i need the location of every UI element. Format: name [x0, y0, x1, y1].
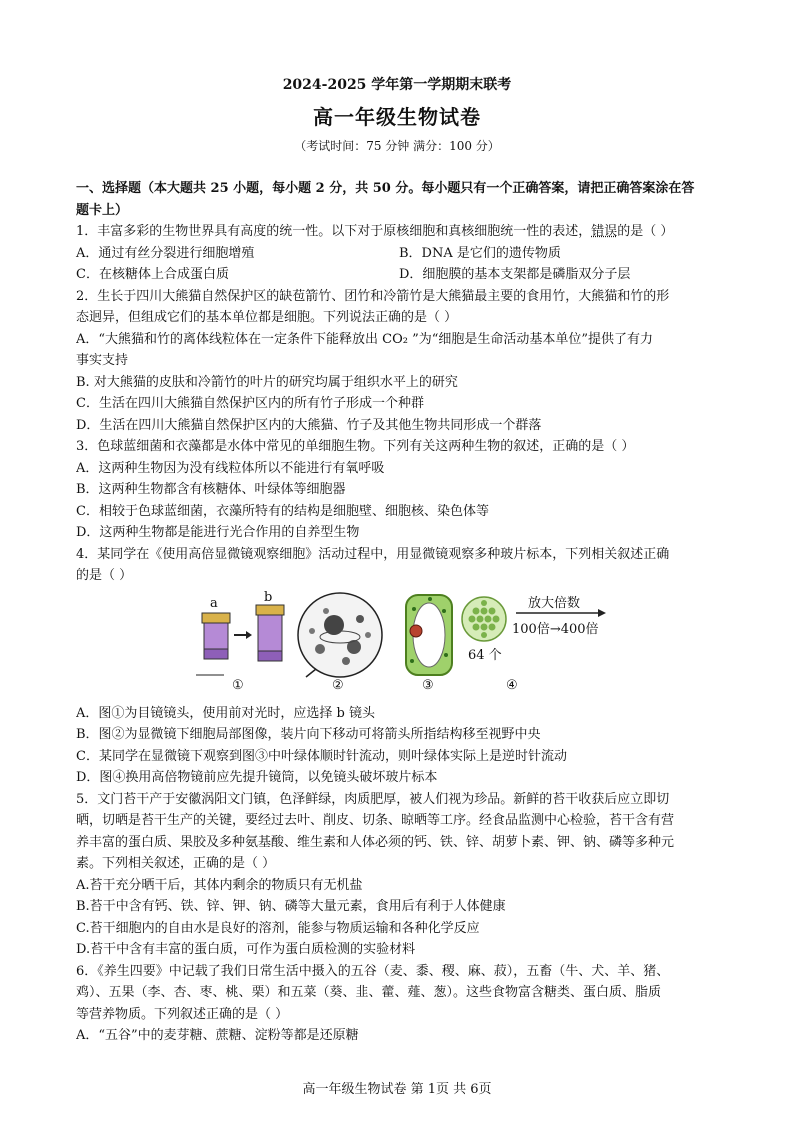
q4-option-d: D．图④换用高倍物镜前应先提升镜筒，以免镜头破坏玻片标本 [76, 770, 438, 785]
question-4-stem-2: 的是（ ） [76, 568, 133, 583]
q1-option-b: B．DNA 是它们的遗传物质 [399, 245, 561, 261]
question-6-stem-3: 等营养物质。下列叙述正确的是（ ） [76, 1006, 289, 1022]
q2-option-a-2: 事实支持 [76, 353, 129, 368]
q3-option-a: A．这两种生物因为没有线粒体所以不能进行有氧呼吸 [76, 460, 385, 476]
pointer-arrow-icon [306, 669, 316, 677]
plant-cell [406, 595, 452, 675]
eyepiece-lens-b [256, 605, 284, 661]
figure-3-number: ③ [422, 677, 434, 693]
exam-content [76, 178, 722, 1047]
q4-option-a: A．图①为目镜镜头，使用前对光时，应选择 b 镜头 [76, 705, 375, 721]
q5-option-a: A.苔干充分晒干后，其体内剩余的物质只有无机盐 [76, 877, 363, 893]
section-heading-cont: 题卡上） [76, 202, 129, 218]
question-4-stem-1: 4．某同学在《使用高倍显微镜观察细胞》活动过程中，用显微镜观察多种玻片标本，下列相关叙述正确 [76, 546, 670, 562]
q4-option-b: B．图②为显微镜下细胞局部图像，装片向下移动可将箭头所指结构移至视野中央 [76, 727, 541, 742]
q2-option-d: D．生活在四川大熊猫自然保护区内的大熊猫、竹子及其他生物共同形成一个群落 [76, 417, 542, 433]
question-5-stem-1: 5．文门苔干产于安徽涡阳文门镇，色泽鲜绿，肉质肥厚，被人们视为珍品。新鲜的苔干收获后应立即切 [76, 791, 670, 807]
q1-stem-part: 1．丰富多彩的生物世界具有高度的统一性。以下对于原核细胞和真核细胞统一性的表述， [76, 224, 592, 239]
q2-option-c: C．生活在四川大熊猫自然保护区内的所有竹子形成一个种群 [76, 396, 424, 411]
question-5-stem-4: 素。下列相关叙述，正确的是（ ） [76, 856, 276, 871]
exam-header [0, 74, 794, 156]
section-heading: 一、选择题（本大题共 25 小题，每小题 2 分，共 50 分。每小题只有一个正确答案，请把正确答案涂在答 [76, 181, 695, 196]
q6-option-a: A．“五谷”中的麦芽糖、蔗糖、淀粉等都是还原糖 [76, 1028, 359, 1043]
cell-field [462, 597, 506, 641]
arrow-head-icon [246, 631, 252, 639]
q5-option-d: D.苔干中含有丰富的蛋白质，可作为蛋白质检测的实验材料 [76, 942, 416, 957]
question-5-stem-2: 晒，切晒是苔干生产的关键，要经过去叶、削皮、切条、晾晒等工序。经食品监测中心检验，苔干含有营 [76, 813, 675, 828]
magnification-range: 100倍→400倍 [512, 621, 599, 637]
q2-option-a-1: A．“大熊猫和竹的离体线粒体在一定条件下能释放出 CO₂ ”为“细胞是生命活动基本单位”提供了有力 [76, 331, 654, 347]
cell-count-label: 64 个 [468, 647, 502, 663]
q1-stem-end: 的是（ ） [617, 224, 674, 239]
q1-option-c: C．在核糖体上合成蛋白质 [76, 267, 229, 282]
q1-emphasis: 错误 [591, 224, 618, 239]
question-2-stem-2: 态迥异，但组成它们的基本单位都是细胞。下列说法正确的是（ ） [76, 310, 458, 325]
q2-option-b: B. 对大熊猫的皮肤和冷箭竹的叶片的研究均属于组织水平上的研究 [76, 374, 458, 390]
cell-micrograph [298, 593, 382, 677]
figure-2-number: ② [332, 677, 344, 693]
q3-option-c: C．相较于色球蓝细菌，衣藻所特有的结构是细胞壁、细胞核、染色体等 [76, 503, 489, 519]
q1-option-d: D．细胞膜的基本支架都是磷脂双分子层 [399, 267, 631, 282]
question-6-stem-1: 6．《养生四要》中记载了我们日常生活中摄入的五谷（麦、黍、稷、麻、菽），五畜（牛、犬、羊、猪、 [76, 963, 670, 979]
exam-info: （考试时间：75 分钟 满分：100 分） [294, 139, 500, 153]
figure-4-number: ④ [506, 677, 518, 693]
figure-1-number: ① [232, 677, 244, 693]
lens-b-label: b [264, 589, 273, 605]
q3-option-d: D．这两种生物都是能进行光合作用的自养型生物 [76, 525, 360, 540]
q4-option-c: C．某同学在显微镜下观察到图③中叶绿体顺时针流动，则叶绿体实际上是逆时针流动 [76, 748, 567, 764]
lens-a-label: a [210, 595, 218, 611]
q1-option-a: A．通过有丝分裂进行细胞增殖 [76, 245, 255, 261]
q3-option-b: B．这两种生物都含有核糖体、叶绿体等细胞器 [76, 482, 346, 497]
question-5-stem-3: 养丰富的蛋白质、果胶及多种氨基酸、维生素和人体必须的钙、铁、锌、胡萝卜素、钾、钠、磷等多种元 [76, 834, 675, 850]
q5-option-c: C.苔干细胞内的自由水是良好的溶剂，能参与物质运输和各种化学反应 [76, 920, 480, 936]
q1-options-row-2 [76, 264, 722, 286]
question-1-stem [76, 221, 722, 243]
q4-figure [194, 591, 614, 703]
q5-option-b: B.苔干中含有钙、铁、锌、钾、钠、磷等大量元素，食用后有利于人体健康 [76, 899, 506, 914]
magnification-arrowhead-icon [598, 609, 606, 617]
question-6-stem-2: 鸡）、五果（李、杏、枣、桃、栗）和五菜（葵、韭、藿、薤、葱）。这些食物富含糖类、蛋白质、脂质 [76, 985, 662, 1000]
q1-options-row-1 [76, 243, 722, 265]
question-2-stem-1: 2．生长于四川大熊猫自然保护区的缺苞箭竹、团竹和冷箭竹是大熊猫最主要的食用竹，大熊猫和竹的形 [76, 288, 670, 304]
question-3-stem: 3．色球蓝细菌和衣藻都是水体中常见的单细胞生物。下列有关这两种生物的叙述，正确的是（ ） [76, 439, 635, 454]
exam-session-title: 2024-2025 学年第一学期期末联考 [282, 77, 512, 93]
exam-title: 高一年级生物试卷 [313, 105, 481, 129]
magnification-label: 放大倍数 [528, 595, 581, 611]
eyepiece-lens-a [202, 613, 230, 659]
page-footer: 高一年级生物试卷 第 1页 共 6页 [302, 1082, 492, 1097]
